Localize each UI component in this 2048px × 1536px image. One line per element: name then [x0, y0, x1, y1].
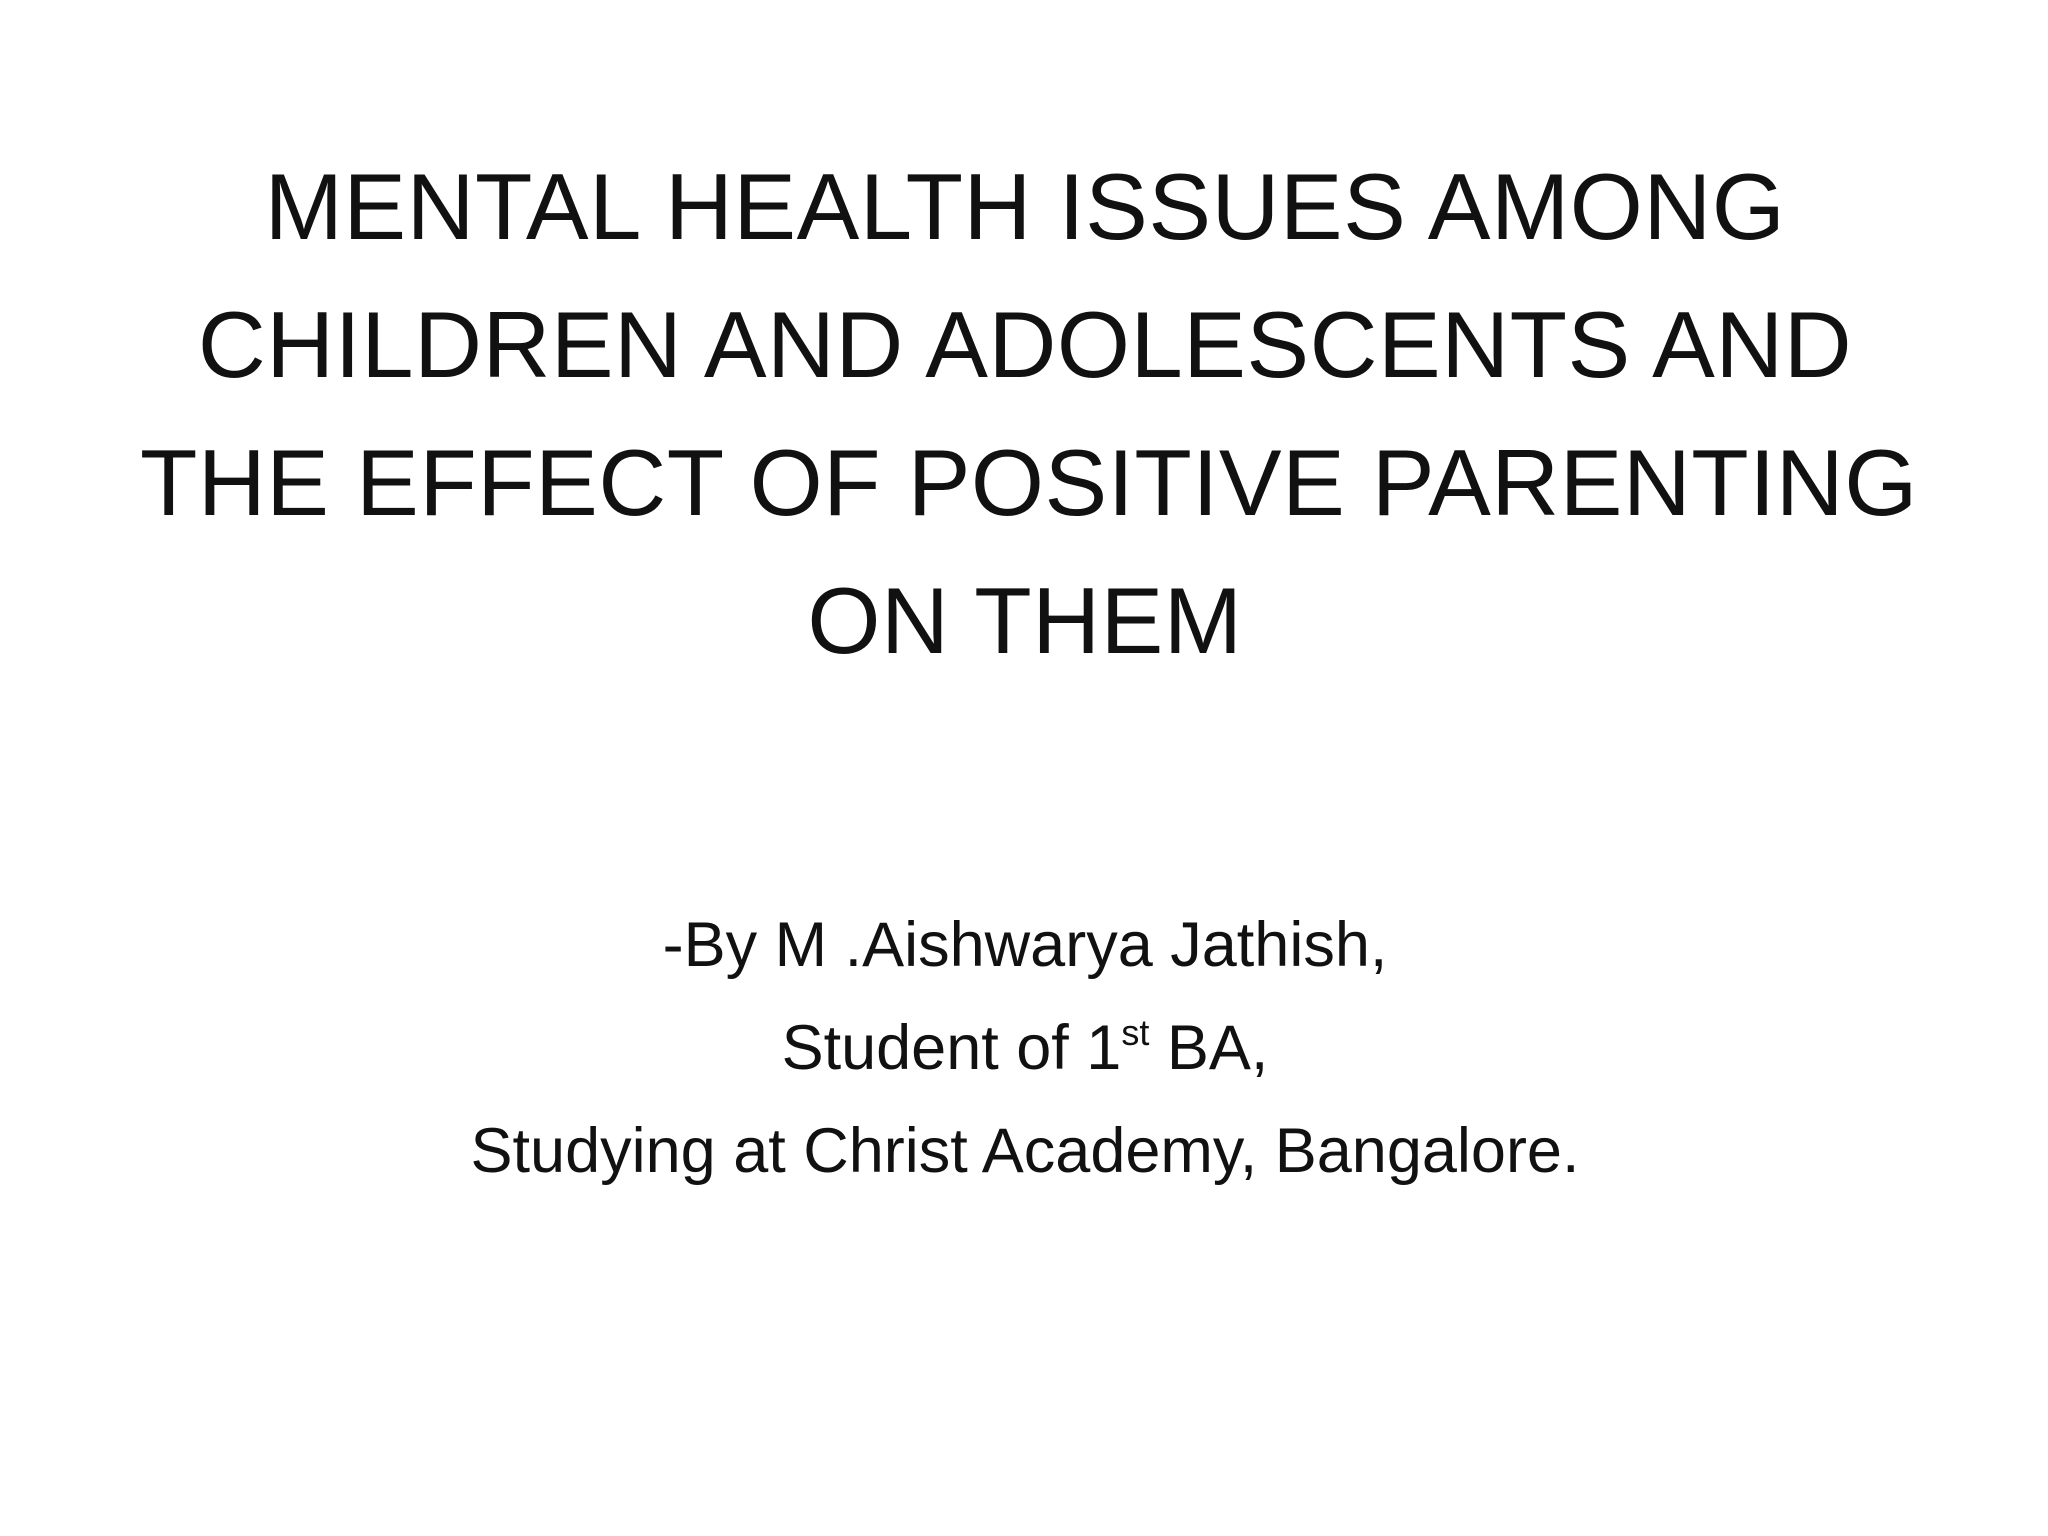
student-line-prefix: Student of 1 [781, 1013, 1122, 1083]
student-line [240, 997, 1810, 1100]
author-info [240, 894, 1810, 1203]
title-line-2: CHILDREN AND ADOLESCENTS AND [197, 292, 1853, 397]
student-line-suffix: BA, [1149, 1013, 1269, 1083]
title-line-3: THE EFFECT OF POSITIVE PARENTING [140, 430, 1918, 535]
student-line-superscript: st [1121, 1012, 1150, 1053]
slide-title [140, 138, 1918, 690]
title-line-4: ON THEM [807, 568, 1243, 673]
title-line-1: MENTAL HEALTH ISSUES AMONG [264, 154, 1786, 259]
institution-line: Studying at Christ Academy, Bangalore. [470, 1116, 1580, 1186]
author-line: -By M .Aishwarya Jathish, [662, 910, 1388, 980]
